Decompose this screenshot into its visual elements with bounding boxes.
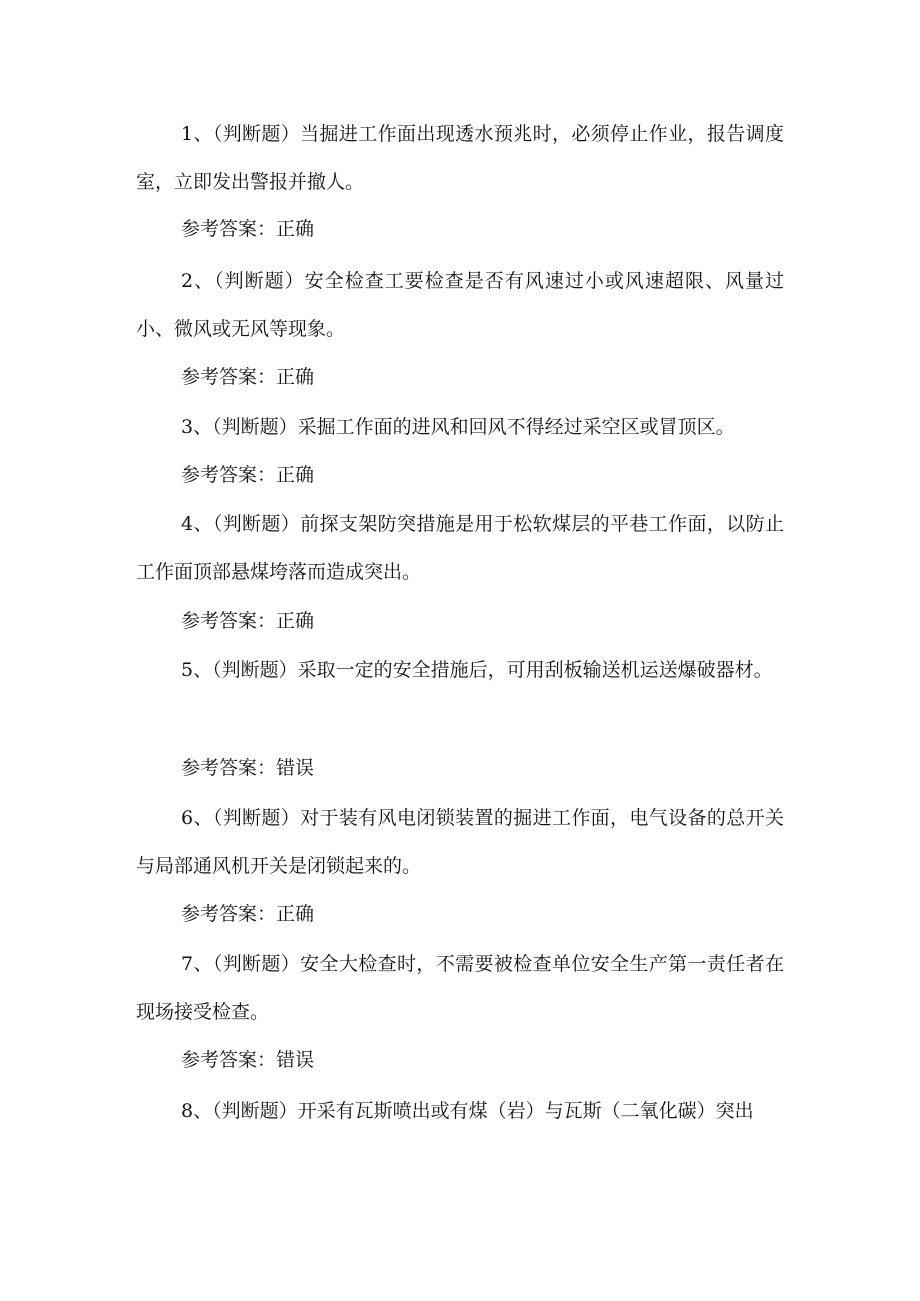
question-5-answer: 参考答案：错误: [181, 757, 315, 779]
question-2-answer: 参考答案：正确: [181, 366, 315, 388]
question-7-answer: 参考答案：错误: [181, 1049, 315, 1071]
question-4-answer: 参考答案：正确: [181, 610, 315, 632]
question-8-text: 8、（判断题）开采有瓦斯喷出或有煤（岩）与瓦斯（二氧化碳）突出: [181, 1100, 754, 1122]
question-4-text: 4、（判断题）前探支架防突措施是用于松软煤层的平巷工作面，以防止工作面顶部悬煤垮落而造成突出。: [136, 513, 784, 583]
question-3-answer: 参考答案：正确: [181, 464, 315, 486]
question-2-text: 2、（判断题）安全检查工要检查是否有风速过小或风速超限、风量过小、微风或无风等现象。: [136, 270, 784, 340]
question-1-answer: 参考答案：正确: [181, 218, 315, 240]
question-6-answer: 参考答案：正确: [181, 903, 315, 925]
question-7-text: 7、（判断题）安全大检查时，不需要被检查单位安全生产第一责任者在现场接受检查。: [136, 953, 784, 1023]
question-5-text: 5、（判断题）采取一定的安全措施后，可用刮板输送机运送爆破器材。: [181, 659, 773, 681]
question-3-text: 3、（判断题）采掘工作面的进风和回风不得经过采空区或冒顶区。: [181, 416, 735, 438]
question-6-text: 6、（判断题）对于装有风电闭锁装置的掘进工作面，电气设备的总开关与局部通风机开关是闭锁起来的。: [136, 807, 784, 877]
question-1-text: 1、（判断题）当掘进工作面出现透水预兆时，必须停止作业，报告调度室，立即发出警报并撤人。: [136, 123, 784, 193]
